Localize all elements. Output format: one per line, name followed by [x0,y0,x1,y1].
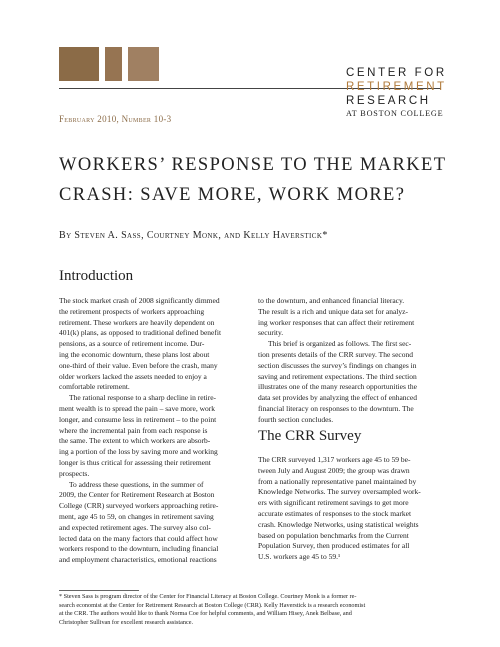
intro-paragraph-1 [59,296,244,393]
text-line: data set provides by analyzing the effect of enhanced [258,393,417,403]
text-line: U.S. workers age 45 to 59.¹ [258,552,341,562]
text-line: 401(k) plans, as opposed to traditional defined benefit [59,328,222,338]
footnote-line: search economist at the Center for Retirement Research at Boston College (CRR). Kelly Haverstick is a research economist [59,601,366,609]
text-line: and employment characteristics, emotional reactions [59,555,217,565]
intro-paragraph-3 [59,480,244,566]
text-line: financial literacy on responses to the downturn. The [258,403,414,413]
text-line: pensions, as a source of retirement income. Dur- [59,339,205,349]
logo-blocks [59,47,159,81]
page-title [59,150,449,210]
text-line: where the incremental pain from each response is [59,425,208,435]
footnote [59,593,444,627]
text-line: one-third of their value. Even before the crash, many [59,360,218,370]
intro-paragraph-2 [59,393,244,479]
logo-block-1 [59,47,99,81]
text-line: ing the economic downturn, these plans lost about [59,349,210,359]
wordmark-line-1: CENTER FOR [346,67,447,79]
text-line: to the downturn, and enhanced financial literacy. [258,296,405,305]
text-line: The CRR surveyed 1,317 workers age 45 to 59 be- [258,455,411,464]
text-line: longer, and consume less in retirement – to the point [59,414,217,424]
text-line: comfortable retirement. [59,382,130,392]
logo-block-3 [128,47,159,81]
text-line: accurate estimates of responses to the stock market [258,508,412,518]
text-line: retirement. These workers are heavily dependent on [59,317,215,327]
wordmark-line-4: AT BOSTON COLLEGE [346,109,444,118]
footnote-line: at the CRR. The authors would like to thank Norma Coe for helpful comments, and William Hisey, Anek Belbase, and [59,610,352,618]
text-line: tion presents details of the CRR survey. The second [258,349,413,359]
text-line: prospects. [59,468,90,478]
intro-right-column [258,296,443,426]
text-line: College (CRR) surveyed workers approaching retire- [59,501,219,511]
text-line: ing a portion of the loss by saving more and working [59,447,218,457]
text-line: lected data on the many factors that could affect how [59,533,218,543]
text-line: The stock market crash of 2008 significantly dimmed [59,296,220,305]
text-line: the same. The extent to which workers are absorb- [59,436,211,446]
crr-survey-paragraph [258,455,443,563]
text-line: section discusses the survey’s findings on changes in [258,360,417,370]
center-wordmark [346,66,446,120]
wordmark-line-3: RESEARCH [346,95,431,107]
intro-continued-paragraph [258,296,443,339]
text-line: and expected retirement ages. The survey also col- [59,522,211,532]
issue-line: February 2010, Number 10-3 [59,114,172,124]
text-line: fourth section concludes. [258,414,334,424]
brief-outline-paragraph [258,339,443,425]
text-line: from a nationally representative panel maintained by [258,476,417,486]
title-line-2: CRASH: SAVE MORE, WORK MORE? [59,185,406,205]
text-line: The result is a rich and unique data set for analyz- [258,306,408,316]
text-line: ment, age 45 to 59, on changes in retirement saving [59,511,214,521]
text-line: 2009, the Center for Retirement Research at Boston [59,490,215,500]
text-line: The rational response to a sharp decline in retire- [69,393,217,403]
text-line: Population Survey, then produced estimates for all [258,541,410,551]
footnote-rule [59,590,139,591]
text-line: security. [258,328,284,338]
footnote-line: * Steven Sass is program director of the Center for Financial Literacy at Boston College. Courtney Monk is a former re- [59,593,357,600]
text-line: Knowledge Networks. The survey oversampled work- [258,487,421,497]
footnote-line: Christopher Sullivan for excellent research assistance. [59,618,194,626]
text-line: saving and retirement expectations. The third section [258,371,417,381]
title-line-1: WORKERS’ RESPONSE TO THE MARKET [59,155,447,175]
text-line: crash. Knowledge Networks, using statistical weights [258,519,419,529]
intro-heading: Introduction [59,268,134,284]
text-line: based on population benchmarks from the Current [258,530,409,540]
text-line: illustrates one of the many research opportunities the [258,382,417,392]
intro-left-column [59,296,244,566]
text-line: longer is thus critical for assessing their retirement [59,457,211,467]
text-line: workers respond to the downturn, including financial [59,544,219,554]
text-line: tween July and August 2009; the group was drawn [258,465,410,475]
text-line: This brief is organized as follows. The first sec- [268,339,412,349]
wordmark-line-2: RETIREMENT [346,81,447,93]
crr-survey-column [258,455,443,563]
text-line: ing worker responses that can affect their retirement [258,317,415,327]
text-line: ment wealth is to spread the pain – save more, work [59,403,215,413]
text-line: To address these questions, in the summer of [69,479,204,489]
text-line: older workers lacked the assets needed to enjoy a [59,371,207,381]
text-line: ers with significant retirement savings to get more [258,498,409,508]
author-line: By Steven A. Sass, Courtney Monk, and Kelly Haverstick* [59,230,328,241]
crr-survey-heading: The CRR Survey [258,428,362,444]
logo-block-2 [105,47,122,81]
text-line: the retirement prospects of workers approaching [59,306,205,316]
